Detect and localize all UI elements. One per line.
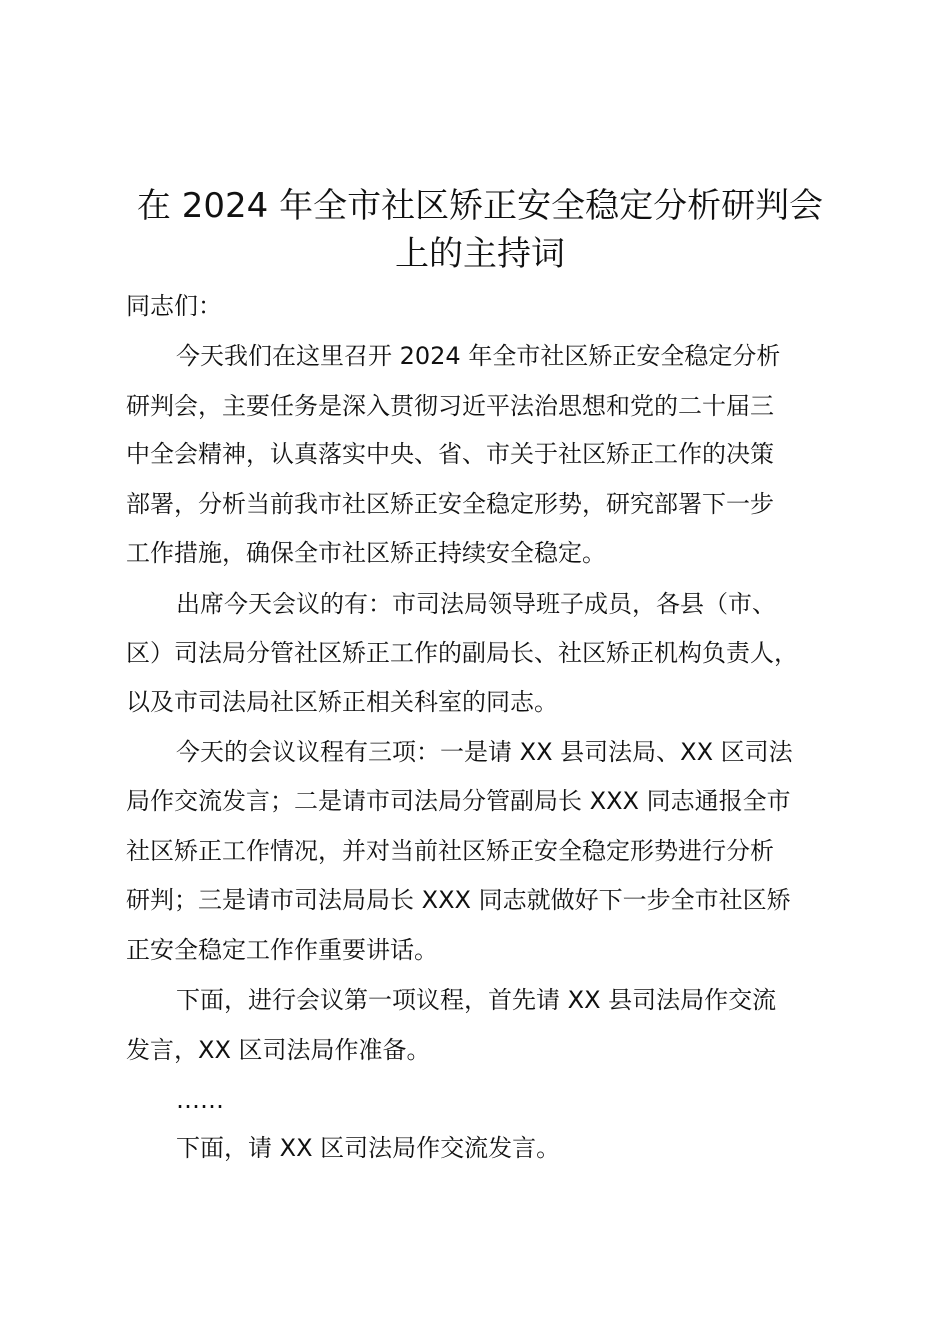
- paragraph-1-line-4: 部署，分析当前我市社区矫正安全稳定形势，研究部署下一步: [126, 490, 774, 518]
- paragraph-2-line-3: 以及市司法局社区矫正相关科室的同志。: [126, 688, 558, 716]
- paragraph-3-line-1: 今天的会议议程有三项：一是请 XX 县司法局、XX 区司法: [176, 738, 793, 766]
- paragraph-3-line-5: 正安全稳定工作作重要讲话。: [126, 936, 438, 964]
- ellipsis-line: ……: [176, 1086, 224, 1114]
- paragraph-4-line-1: 下面，进行会议第一项议程，首先请 XX 县司法局作交流: [176, 986, 777, 1014]
- paragraph-3-line-2: 局作交流发言；二是请市司法局分管副局长 XXX 同志通报全市: [126, 787, 791, 815]
- paragraph-1-line-3: 中全会精神，认真落实中央、省、市关于社区矫正工作的决策: [126, 440, 774, 468]
- paragraph-5-line-1: 下面，请 XX 区司法局作交流发言。: [176, 1134, 561, 1162]
- salutation: 同志们：: [126, 292, 222, 320]
- paragraph-2-line-1: 出席今天会议的有：市司法局领导班子成员，各县（市、: [176, 590, 776, 618]
- paragraph-1-line-5: 工作措施，确保全市社区矫正持续安全稳定。: [126, 539, 606, 567]
- paragraph-1-line-1: 今天我们在这里召开 2024 年全市社区矫正安全稳定分析: [176, 342, 781, 370]
- paragraph-2-line-2: 区）司法局分管社区矫正工作的副局长、社区矫正机构负责人，: [126, 639, 798, 667]
- paragraph-3-line-3: 社区矫正工作情况，并对当前社区矫正安全稳定形势进行分析: [126, 837, 774, 865]
- document-title-line-2: 上的主持词: [395, 234, 565, 274]
- document-title-line-1: 在 2024 年全市社区矫正安全稳定分析研判会: [136, 186, 824, 226]
- paragraph-1-line-2: 研判会，主要任务是深入贯彻习近平法治思想和党的二十届三: [126, 392, 774, 420]
- paragraph-4-line-2: 发言，XX 区司法局作准备。: [126, 1036, 431, 1064]
- paragraph-3-line-4: 研判；三是请市司法局局长 XXX 同志就做好下一步全市社区矫: [126, 886, 791, 914]
